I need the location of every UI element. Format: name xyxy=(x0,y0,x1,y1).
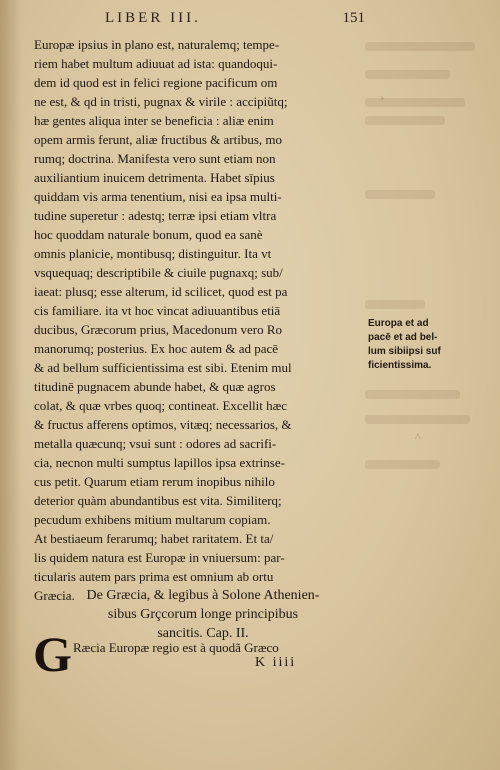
running-head xyxy=(105,10,365,32)
running-head-title: LIBER III. xyxy=(105,10,201,26)
drop-cap: G xyxy=(33,626,72,682)
body-line: iaeat: plusq; esse alterum, id scilicet, quod est pa xyxy=(34,284,288,299)
body-line: rumq; doctrina. Manifesta vero sunt etiam non xyxy=(34,151,276,166)
body-line: omnis planicie, montibusq; distinguitur. Ita vt xyxy=(34,246,272,261)
marginal-note-line: Europa et ad xyxy=(368,318,429,329)
body-line: deterior quàm abundantibus est vita. Similiterq; xyxy=(34,493,282,508)
body-line: Græcia. xyxy=(34,588,75,603)
show-through-text: › ^ xyxy=(365,30,495,490)
marginal-note-line: lum sibiipsi suf xyxy=(368,346,441,357)
chapter-heading-line: sancitis. Cap. II. xyxy=(157,626,249,641)
body-line: & ad bellum sufficientissima est sibi. Etenim mul xyxy=(34,360,292,375)
body-line: vsquequaq; descriptibile & ciuile pugnaxq; sub/ xyxy=(34,265,283,280)
body-line: tudine superetur : adestq; terræ ipsi etiam vltra xyxy=(34,208,277,223)
body-line: pecudum exhibens mitium multarum copiam. xyxy=(34,512,271,527)
body-line: ducibus, Græcorum prius, Macedonum vero Ro xyxy=(34,322,283,337)
signature-mark: K iiii xyxy=(255,655,297,670)
body-line: At bestiaeum ferarumq; habet raritatem. Et ta/ xyxy=(34,531,274,546)
body-line: opem armis ferunt, aliæ fructibus & artibus, mo xyxy=(34,132,283,147)
body-line: hoc quoddam naturale bonum, quod ea sanè xyxy=(34,227,263,242)
body-line: hæ gentes aliqua inter se beneficia : aliæ enim xyxy=(34,113,274,128)
body-line: cia, necnon multi sumptus lapillos ipsa extrinse- xyxy=(34,455,285,470)
chapter-heading xyxy=(48,586,358,643)
body-line: auxiliantium inuicem detrimenta. Habet sīpius xyxy=(34,170,275,185)
body-line: Europæ ipsius in plano est, naturalemq; tempe- xyxy=(34,37,280,52)
body-line: ticularis autem pars prima est omnium ab ortu xyxy=(34,569,274,584)
marginal-note-line: pacē et ad bel- xyxy=(368,332,438,343)
body-line: manorumq; posterius. Ex hoc autem & ad pacē xyxy=(34,341,279,356)
page-gutter-shadow xyxy=(0,0,22,770)
body-line: riem habet multum adiuuat ad ista: quandoqui- xyxy=(34,56,278,71)
body-line: cis familiare. ita vt hoc vincat adiuuantibus etiā xyxy=(34,303,281,318)
body-line: metalla quæcunq; vsui sunt : odores ad sacrifi- xyxy=(34,436,277,451)
folio-number: 151 xyxy=(342,10,365,26)
body-line: lis quidem natura est Europæ in vniuersum: par- xyxy=(34,550,285,565)
marginal-note xyxy=(368,317,488,373)
chapter-heading-line: De Græcia, & legibus à Solone Athenien- xyxy=(86,588,320,603)
marginal-note-line: ficientissima. xyxy=(368,360,432,371)
body-line: ne est, & qd in tristi, pugnax & virile : accipiũtq; xyxy=(34,94,288,109)
body-line: colat, & quæ vrbes quoq; contineat. Excellit hæc xyxy=(34,398,288,413)
body-line: cus petit. Quarum etiam rerum inopibus nihilo xyxy=(34,474,275,489)
body-line: quiddam vis arma tenentium, nisi ea ipsa multi- xyxy=(34,189,282,204)
body-line: dem id quod est in felici regione pacificum om xyxy=(34,75,278,90)
body-line: & fructus afferens optimos, vitæq; necessarios, & xyxy=(34,417,292,432)
body-line: titudinē pugnacem abunde habet, & quæ agros xyxy=(34,379,276,394)
body-text xyxy=(34,35,359,605)
chapter-heading-line: sibus Grçcorum longe principibus xyxy=(107,607,299,622)
chapter-first-line: Ræcia Europæ regio est à quodã Græco xyxy=(73,640,279,655)
